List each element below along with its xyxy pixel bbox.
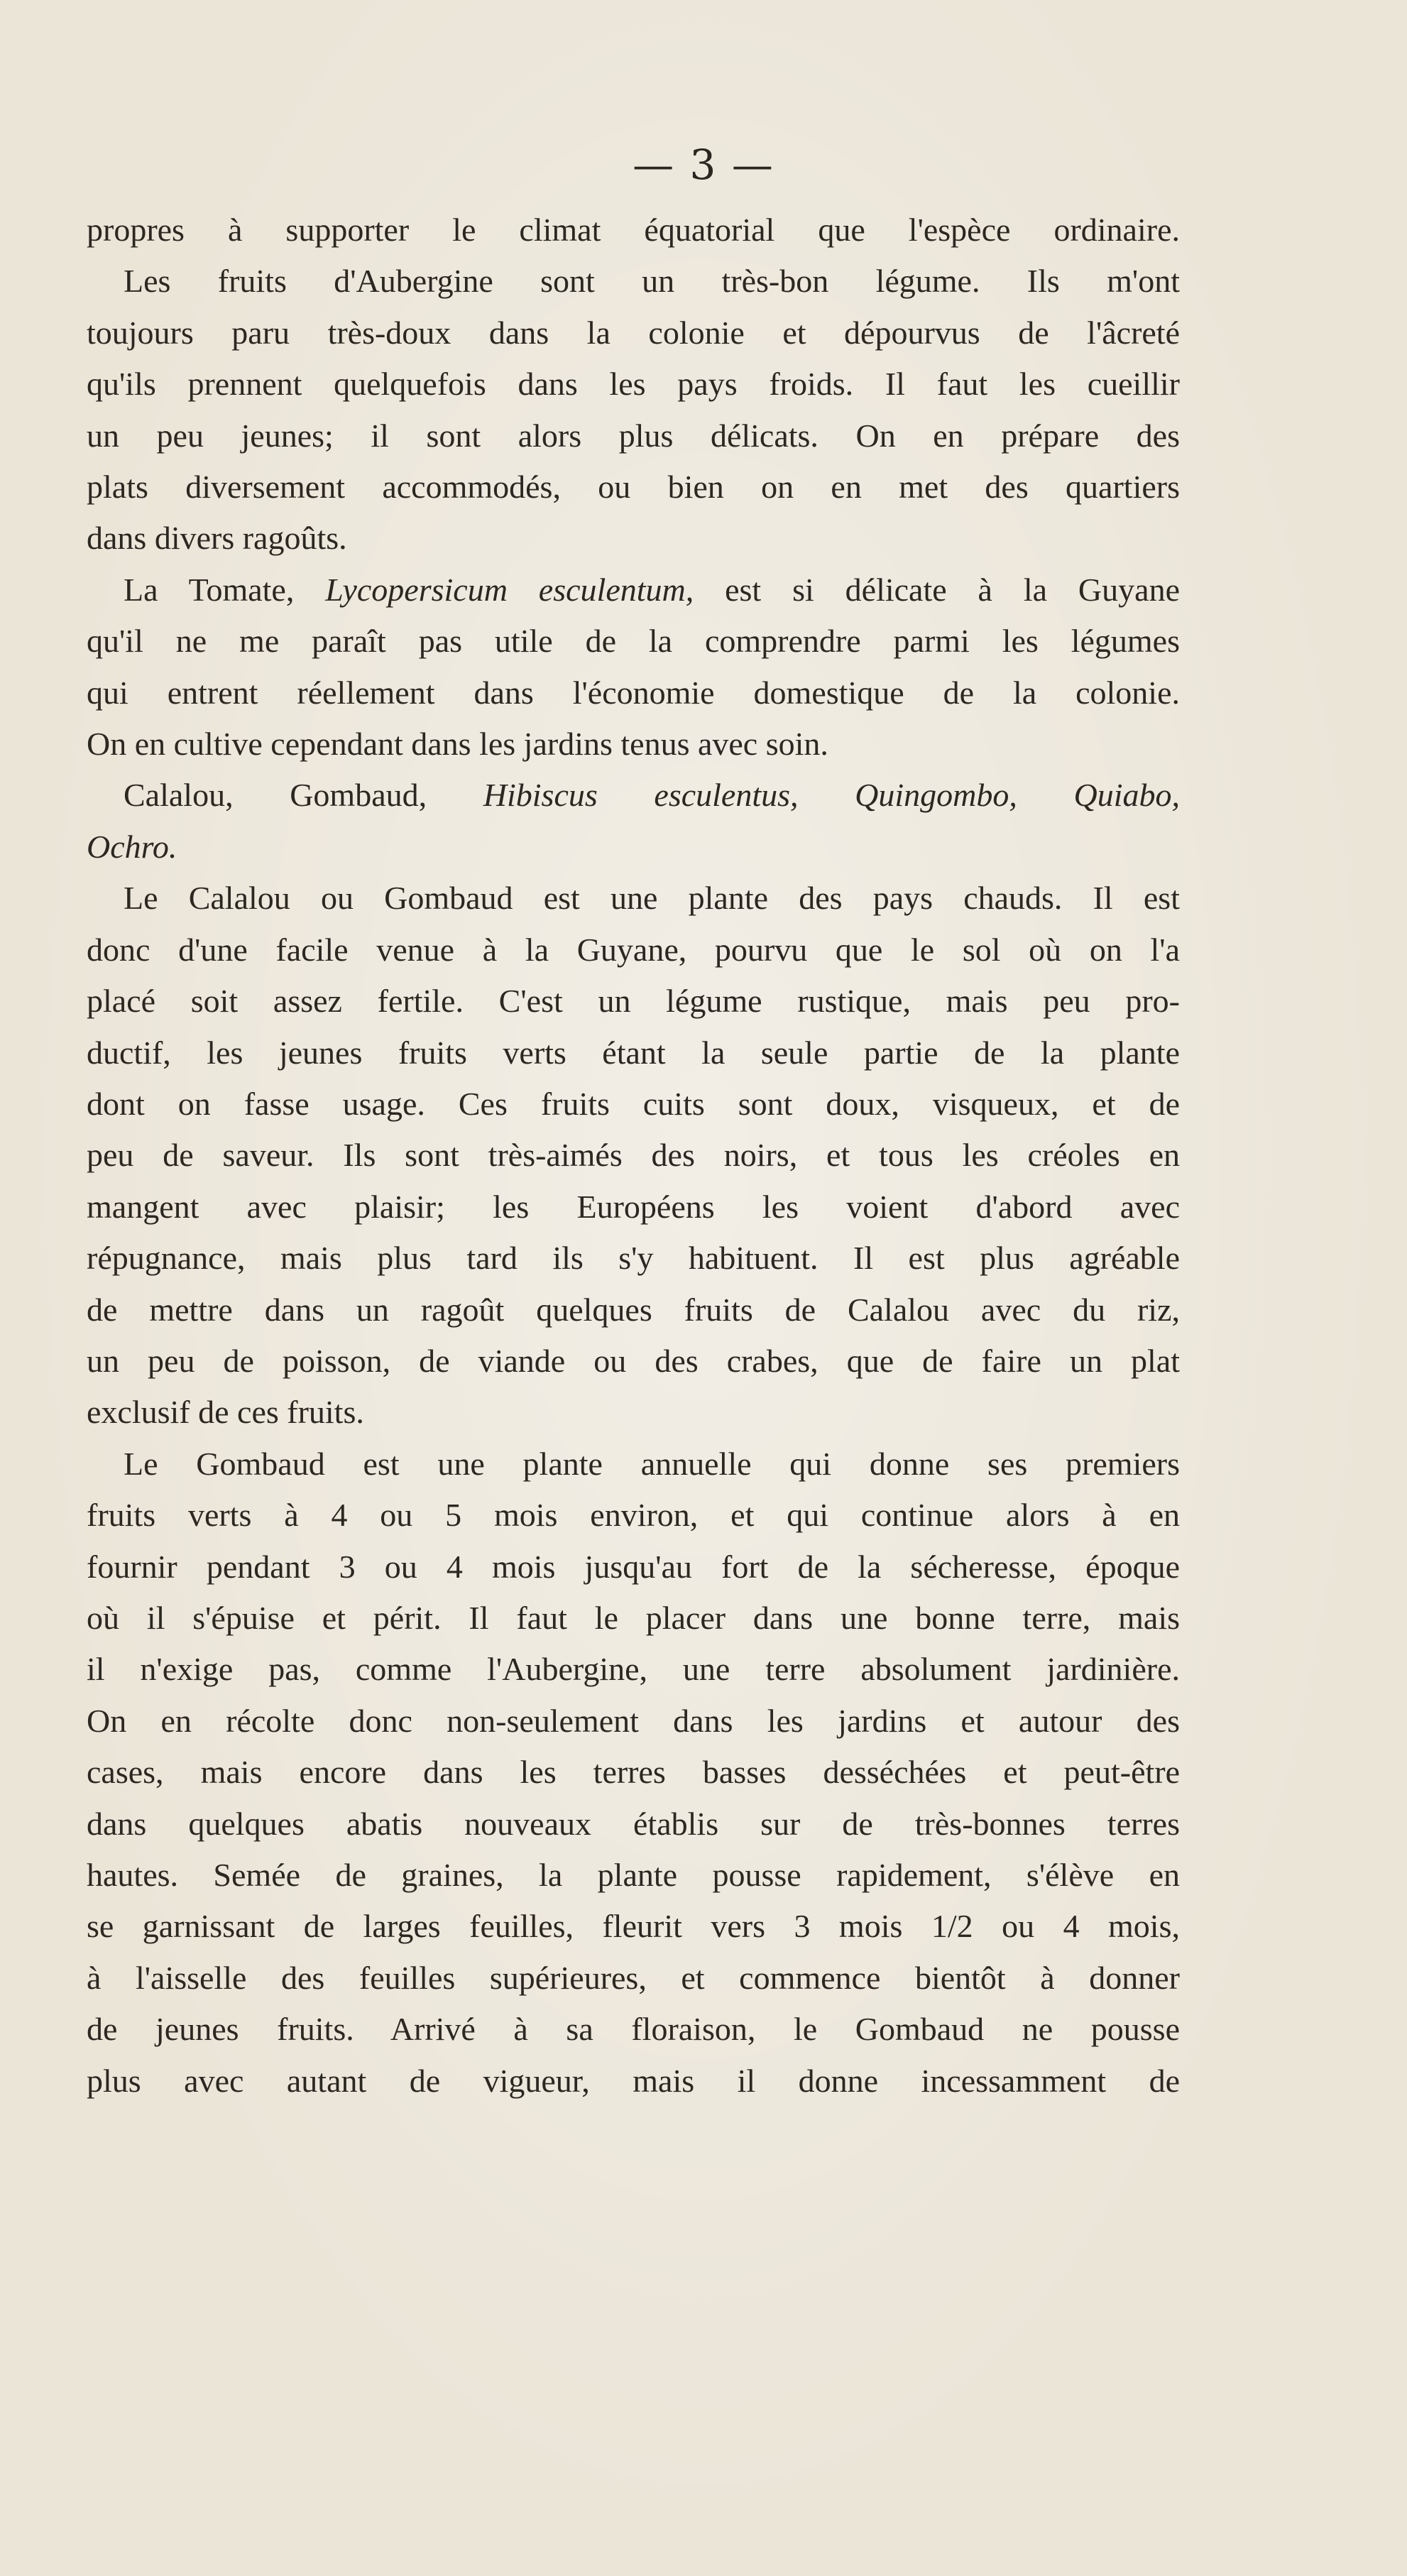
text-line: où il s'épuise et périt. Il faut le placer dans une bonne terre, mais: [87, 1599, 1180, 1636]
italic-segment: Ochro.: [87, 828, 177, 865]
text-line: placé soit assez fertile. C'est un légume rustique, mais peu pro-: [87, 983, 1180, 1020]
text-line: se garnissant de larges feuilles, fleurit vers 3 mois 1/2 ou 4 mois,: [87, 1908, 1180, 1945]
text-line: de mettre dans un ragoût quelques fruits de Calalou avec du riz,: [87, 1291, 1180, 1328]
text-line: qu'ils prennent quelquefois dans les pays froids. Il faut les cueillir: [87, 366, 1180, 403]
text-line: Le Calalou ou Gombaud est une plante des pays chauds. Il est: [124, 880, 1180, 917]
text-line: plats diversement accommodés, ou bien on en met des quartiers: [87, 469, 1180, 506]
text-line: cases, mais encore dans les terres basses desséchées et peut-être: [87, 1754, 1180, 1791]
text-line: dans divers ragoûts.: [87, 520, 347, 557]
text-line: de jeunes fruits. Arrivé à sa floraison, le Gombaud ne pousse: [87, 2011, 1180, 2048]
body-text: [87, 204, 1180, 2107]
text-line: [87, 822, 1180, 873]
text-line: qui entrent réellement dans l'économie domestique de la colonie.: [87, 674, 1180, 711]
text-line: [87, 564, 1180, 616]
italic-segment: Lycopersicum esculentum,: [325, 571, 694, 608]
text-line: Le Gombaud est une plante annuelle qui donne ses premiers: [124, 1445, 1180, 1482]
text-line: peu de saveur. Ils sont très-aimés des noirs, et tous les créoles en: [87, 1137, 1180, 1174]
text-line: qu'il ne me paraît pas utile de la comprendre parmi les légumes: [87, 623, 1180, 660]
text-line: fournir pendant 3 ou 4 mois jusqu'au fort de la sécheresse, époque: [87, 1548, 1180, 1585]
italic-segment: Hibiscus esculentus, Quingombo, Quiabo,: [483, 777, 1180, 814]
text-line: plus avec autant de vigueur, mais il donne incessamment de: [87, 2062, 1180, 2099]
text-line: donc d'une facile venue à la Guyane, pourvu que le sol où on l'a: [87, 931, 1180, 968]
text-line: On en récolte donc non-seulement dans les jardins et autour des: [87, 1702, 1180, 1739]
text-line: ductif, les jeunes fruits verts étant la seule partie de la plante: [87, 1034, 1180, 1071]
page-number: — 3 —: [633, 141, 774, 189]
text-line: à l'aisselle des feuilles supérieures, et commence bientôt à donner: [87, 1959, 1180, 1996]
text-segment: La Tomate,: [124, 571, 326, 608]
text-line: mangent avec plaisir; les Européens les voient d'abord avec: [87, 1188, 1180, 1225]
text-segment: est si délicate à la Guyane: [694, 571, 1180, 608]
text-line: un peu jeunes; il sont alors plus délicats. On en prépare des: [87, 417, 1180, 454]
text-line: toujours paru très-doux dans la colonie et dépourvus de l'âcreté: [87, 314, 1180, 351]
text-line: répugnance, mais plus tard ils s'y habituent. Il est plus agréable: [87, 1240, 1180, 1277]
text-line: il n'exige pas, comme l'Aubergine, une terre absolument jardinière.: [87, 1651, 1180, 1688]
text-line: propres à supporter le climat équatorial que l'espèce ordinaire.: [87, 212, 1180, 248]
text-segment: Calalou, Gombaud,: [124, 777, 483, 814]
text-line: dans quelques abatis nouveaux établis sur de très-bonnes terres: [87, 1805, 1180, 1842]
text-line: [87, 770, 1180, 821]
text-line: dont on fasse usage. Ces fruits cuits sont doux, visqueux, et de: [87, 1085, 1180, 1122]
text-line: Les fruits d'Aubergine sont un très-bon légume. Ils m'ont: [124, 263, 1180, 300]
text-line: hautes. Semée de graines, la plante pousse rapidement, s'élève en: [87, 1857, 1180, 1893]
text-line: exclusif de ces fruits.: [87, 1394, 364, 1431]
text-line: un peu de poisson, de viande ou des crabes, que de faire un plat: [87, 1342, 1180, 1379]
text-line: fruits verts à 4 ou 5 mois environ, et qui continue alors à en: [87, 1497, 1180, 1534]
text-line: On en cultive cependant dans les jardins tenus avec soin.: [87, 726, 828, 763]
